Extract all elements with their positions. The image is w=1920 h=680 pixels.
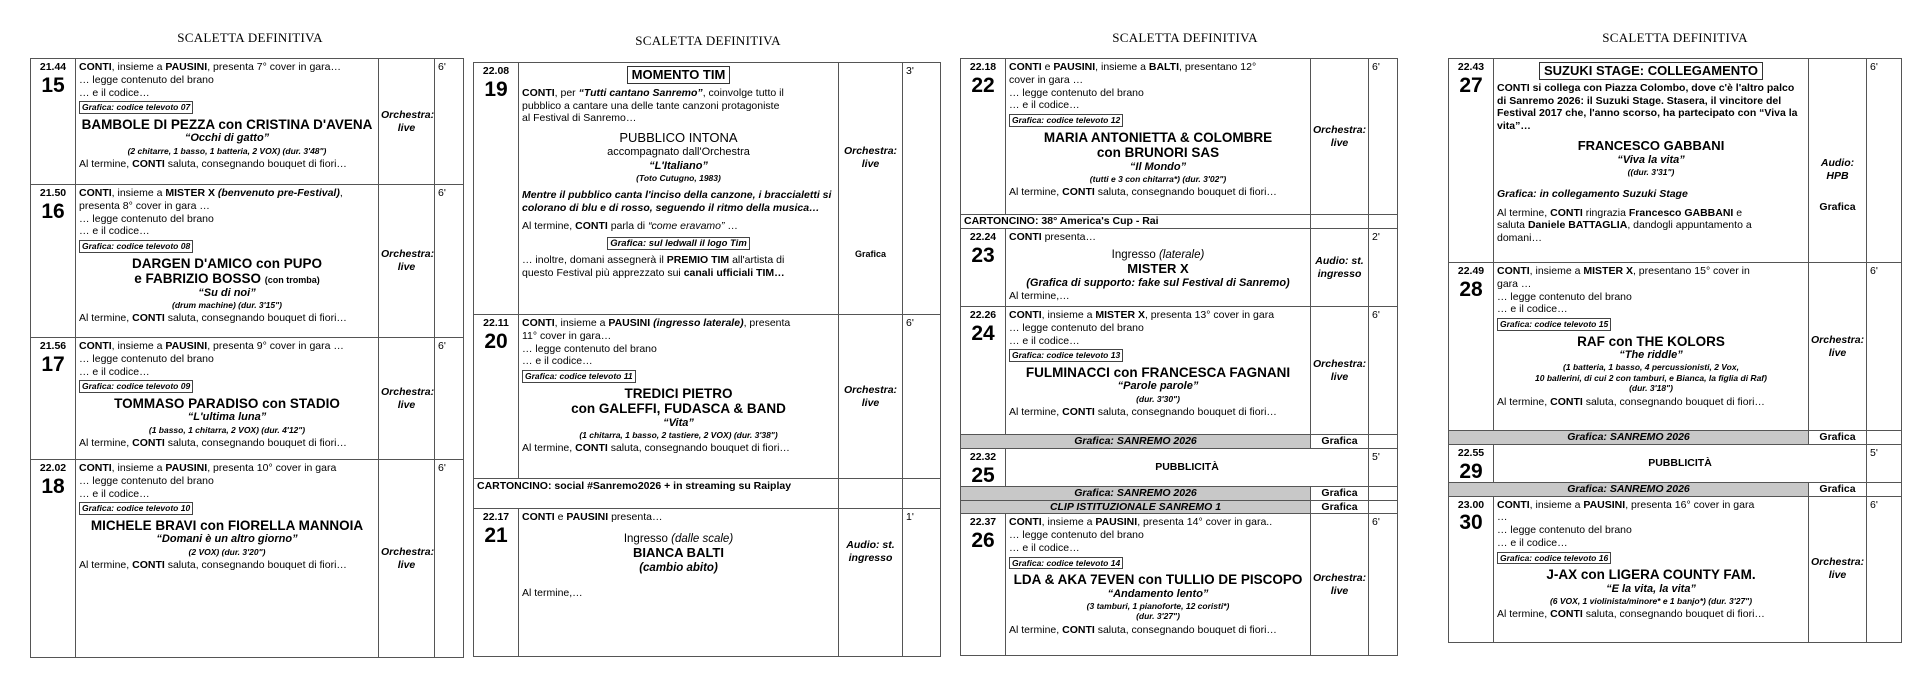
closing-text: Al termine, CONTI saluta, consegnando bouquet di fiori… [1009,406,1277,419]
cartoncino-row [961,215,1398,229]
song-details: (6 VOX, 1 violinista/minore* e 1 banjo*) (dur. 3'27") [1549,596,1753,607]
closing-text: Al termine, CONTI saluta, consegnando bouquet di fiori… [79,312,347,325]
song-details: ((dur. 3'31") [1627,167,1675,178]
entry-number: 22 [971,73,995,97]
orchestra-note: Orchestra: live [379,185,435,338]
entry-number: 19 [484,77,508,101]
song-details: (1 batteria, 1 basso, 4 percussionisti, 2 Vox, 10 ballerini, di cui 2 con tamburi, e Bianca, la figlia di Raf) (dur. 3'18") [1535,362,1767,394]
page-4 [1448,0,1908,680]
entry-number: 27 [1459,73,1483,97]
entry-number: 29 [1459,459,1483,483]
duration: 6' [1369,307,1398,435]
song-title: “Il Mondo” [1129,160,1187,173]
song-details: (1 basso, 1 chitarra, 2 VOX) (dur. 4'12") [148,424,306,435]
performer-name: RAF con THE KOLORS [1577,333,1725,349]
intro-text: CONTI presenta… [1009,231,1096,243]
performer-name: BIANCA BALTI [633,544,724,560]
song-title: “Parole parole” [1117,380,1199,393]
performer-name: J-AX con LIGERA COUNTY FAM. [1546,567,1756,583]
schedule-row [961,514,1398,656]
page-1 [30,0,470,680]
song-title: “L'Italiano” [649,159,708,172]
song-details: (Toto Cutugno, 1983) [636,173,721,183]
intro-text: CONTI, insieme a PAUSINI (ingresso laterale), presenta 11° cover in gara… … legge contenuto del brano … e il codice… [522,317,791,368]
intro-text: CONTI si collega con Piazza Colombo, dove c'è l'altro palco di Sanremo 2026: il Suzuki Stage. Stasera, il vincitore del Festival 2017 che, l'anno scorso, ha partecipato con “Viva la vita”… [1497,81,1798,133]
graphic-bar [961,435,1398,449]
televote-code-box: Grafica: codice televoto 14 [1009,557,1123,569]
cartoncino-text: CARTONCINO: 38° America's Cup - Rai [961,215,1311,229]
duration: 3' [903,63,941,315]
performer-name: PUBBLICO INTONA [619,130,738,146]
closing-text: Al termine, CONTI saluta, consegnando bouquet di fiori… [1497,395,1765,408]
entry-number: 24 [971,321,995,345]
time-slot: 22.24 [969,231,997,243]
performer-name: MISTER X [1127,260,1189,276]
time-slot: 22.49 [1457,265,1485,277]
performer-name: MICHELE BRAVI con FIORELLA MANNOIA [90,517,364,533]
performer-name: LDA & AKA 7EVEN con TULLIO DE PISCOPO [1013,572,1303,588]
time-slot: 21.50 [39,187,67,199]
entry-number: 30 [1459,511,1483,535]
schedule-row [961,307,1398,435]
instruction-text: Mentre il pubblico canta l'inciso della canzone, i braccialetti si colorano di blu e di rosso, seguendo il ritmo della musica… [522,189,832,215]
performer-sub: accompagnato dall'Orchestra [607,146,750,159]
duration: 6' [1369,59,1398,215]
closing-text: Al termine, CONTI saluta, consegnando bouquet di fiori… [1009,186,1277,199]
closing-text: Al termine, CONTI saluta, consegnando bouquet di fiori… [522,442,790,455]
time-slot: 22.11 [483,317,509,329]
schedule-row [961,229,1398,307]
schedule-row [474,509,941,657]
schedule-table [473,62,941,657]
closing-text: Al termine,… [522,586,583,599]
duration: 6' [435,460,464,658]
advertising-label: PUBBLICITÀ [1006,448,1369,486]
graphic-note: Grafica [1809,431,1867,445]
segment-header: MOMENTO TIM [627,66,731,84]
orchestra-note: Orchestra: live [1311,307,1369,435]
graphic-note: Grafica [1311,500,1369,514]
page-title: SCALETTA DEFINITIVA [635,33,781,48]
intro-text: CONTI, insieme a MISTER X, presenta 13° cover in gara … legge contenuto del brano … e il codice… [1009,309,1275,347]
schedule-row [1449,263,1902,431]
televote-code-box: Grafica: codice televoto 08 [79,240,193,252]
duration: 6' [1369,514,1398,656]
intro-text: CONTI, insieme a PAUSINI, presenta 10° cover in gara … legge contenuto del brano … e il codice… [79,462,337,500]
schedule-row [31,338,464,460]
intro-text: CONTI, insieme a PAUSINI, presenta 9° cover in gara … … legge contenuto del brano … e il codice… [79,340,344,378]
entry-number: 17 [41,352,65,376]
televote-code-box: Grafica: codice televoto 07 [79,101,193,113]
song-details: (2 VOX) (dur. 3'20") [188,546,266,557]
song-title: “Occhi di gatto” [184,132,270,145]
closing-text: Al termine, CONTI saluta, consegnando bouquet di fiori… [1497,608,1765,621]
graphic-bar-text: Grafica: SANREMO 2026 [961,435,1311,449]
prize-text: … inoltre, domani assegnerà il PREMIO TIM all'artista di questo Festival più apprezzato sui canali ufficiali TIM… [522,254,785,280]
performer-name: TREDICI PIETRO con GALEFFI, FUDASCA & BAND [571,385,786,417]
graphic-bar-text: Grafica: SANREMO 2026 [961,486,1311,500]
intro-text: CONTI, per “Tutti cantano Sanremo”, coinvolge tutto il pubblico a cantare una delle tante canzoni protagoniste al Festival di Sanremo… [522,86,784,125]
entry-number: 15 [41,73,65,97]
segment-header: SUZUKI STAGE: COLLEGAMENTO [1539,62,1763,80]
intro-text: CONTI, insieme a PAUSINI, presenta 14° cover in gara.. … legge contenuto del brano … e il codice… [1009,516,1273,554]
graphic-note: Grafica [1819,200,1856,213]
intro-text: CONTI, insieme a MISTER X (benvenuto pre-Festival), presenta 8° cover in gara … … legge contenuto del brano … e il codice… [79,187,343,238]
song-details: (tutti e 3 con chitarra*) (dur. 3'02") [1089,173,1227,184]
schedule-row [1449,59,1902,263]
televote-code-box: Grafica: codice televoto 15 [1497,318,1611,330]
time-slot: 22.43 [1457,61,1485,73]
closing-text: Al termine, CONTI saluta, consegnando bouquet di fiori… [79,437,347,450]
schedule-row [474,315,941,479]
performer-name: BAMBOLE DI PEZZA con CRISTINA D'AVENA [81,116,373,132]
song-details: (2 chitarre, 1 basso, 1 batteria, 2 VOX) (dur. 3'48") [127,145,327,156]
orchestra-note: Orchestra: live [1809,496,1867,642]
time-slot: 22.32 [969,450,997,463]
closing-text: Al termine,… [1009,290,1070,303]
closing-text: Al termine, CONTI saluta, consegnando bouquet di fiori… [79,158,347,171]
page-3 [960,0,1410,680]
graphic-note: Grafica [1311,486,1369,500]
graphic-bar [1449,431,1902,445]
schedule-table [960,58,1398,656]
intro-text: CONTI, insieme a PAUSINI, presenta 16° cover in gara … … legge contenuto del brano … e il codice… [1497,498,1755,549]
entry-label: Ingresso (dalle scale) [623,532,734,545]
duration: 2' [1369,229,1398,307]
duration: 6' [435,185,464,338]
song-title: “Viva la vita” [1617,153,1685,166]
orchestra-note: Orchestra: live [843,145,898,170]
orchestra-note: Orchestra: live [1311,59,1369,215]
song-details: (1 chitarra, 1 basso, 2 tastiere, 2 VOX) (dur. 3'38") [579,429,778,440]
song-title: “Andamento lento” [1107,587,1209,600]
orchestra-note: Orchestra: live [379,338,435,460]
page-2 [473,0,943,680]
graphic-note: Grafica [1311,435,1369,449]
schedule-table [30,58,464,658]
intro-text: CONTI, insieme a PAUSINI, presenta 7° cover in gara… … legge contenuto del brano … e il codice… [79,61,341,99]
orchestra-note: Orchestra: live [1311,514,1369,656]
song-title: “E la vita, la vita” [1606,582,1696,595]
duration: 5' [1369,448,1398,486]
televote-code-box: Grafica: codice televoto 10 [79,502,193,514]
schedule-row [31,460,464,658]
closing-text: Al termine, CONTI saluta, consegnando bouquet di fiori… [1009,623,1277,636]
time-slot: 23.00 [1457,498,1485,511]
time-slot: 21.44 [39,61,67,73]
televote-code-box: Grafica: codice televoto 16 [1497,552,1611,564]
song-title: “Vita” [663,416,694,429]
duration: 1' [903,509,941,657]
televote-code-box: Grafica: codice televoto 12 [1009,114,1123,126]
closing-text: Al termine, CONTI ringrazia Francesco GABBANI e saluta Daniele BATTAGLIA, dandogli appuntamento a domani… [1497,206,1752,245]
page-title: SCALETTA DEFINITIVA [1602,30,1748,45]
graphic-note: Grafica [1809,482,1867,496]
duration: 6' [1867,59,1902,263]
page-title: SCALETTA DEFINITIVA [177,30,323,45]
ad-row [1449,444,1902,482]
entry-number: 23 [971,243,995,267]
performer-name: MARIA ANTONIETTA & COLOMBRE con BRUNORI SAS [1043,129,1273,161]
performer-name: DARGEN D'AMICO con PUPO e FABRIZIO BOSSO (con tromba) [132,255,322,287]
performer-name: TOMMASO PARADISO con STADIO [114,395,340,411]
closing-text: Al termine, CONTI saluta, consegnando bouquet di fiori… [79,559,347,572]
time-slot: 22.17 [482,511,510,523]
song-details: (dur. 3'30") [1136,393,1180,404]
cartoncino-text: CARTONCINO: social #Sanremo2026 + in streaming su Raiplay [474,479,839,509]
graphic-bar [961,500,1398,514]
schedule-row [31,185,464,338]
clip-bar-text: CLIP ISTITUZIONALE SANREMO 1 [961,500,1311,514]
graphic-note-text: Grafica: in collegamento Suzuki Stage [1497,187,1688,200]
entry-number: 18 [41,474,65,498]
entry-number: 28 [1459,277,1483,301]
time-slot: 22.08 [482,65,510,77]
schedule-row [31,59,464,185]
song-title: “Su di noi” [198,286,256,299]
schedule-row [961,59,1398,215]
performer-sub: (Grafica di supporto: fake sul Festival di Sanremo) [1026,276,1290,289]
time-slot: 21.56 [39,340,67,352]
televote-code-box: Grafica: codice televoto 09 [79,380,193,392]
song-title: “L'ultima luna” [187,411,267,424]
cartoncino-row [474,479,941,509]
graphic-box: Grafica: sul ledwall il logo Tim [607,237,750,251]
entry-number: 20 [484,329,508,353]
time-slot: 22.26 [969,309,997,321]
song-title: “Domani è un altro giorno” [156,533,298,546]
song-details: (3 tamburi, 1 pianoforte, 12 coristi*) (dur. 3'27") [1086,601,1230,622]
performer-name: FRANCESCO GABBANI [1577,138,1725,154]
schedule-row [1449,496,1902,642]
audio-note: Audio: HPB [1820,157,1855,182]
duration: 5' [1867,444,1902,482]
orchestra-note: Orchestra: live [379,460,435,658]
time-slot: 22.02 [39,462,67,474]
ad-row [961,448,1398,486]
televote-code-box: Grafica: codice televoto 13 [1009,349,1123,361]
time-slot: 22.37 [969,516,997,529]
performer-name: FULMINACCI con FRANCESCA FAGNANI [1025,364,1291,380]
intro-text: CONTI e PAUSINI, insieme a BALTI, presentano 12° cover in gara … … legge contenuto del brano … e il codice… [1009,61,1257,112]
performer-sub: (cambio abito) [639,561,718,574]
advertising-label: PUBBLICITÀ [1494,444,1867,482]
entry-number: 16 [41,199,65,223]
duration: 6' [435,338,464,460]
duration: 6' [903,315,941,479]
duration: 6' [1867,496,1902,642]
song-title: “The riddle” [1619,349,1683,362]
graphic-note: Grafica [854,248,887,259]
graphic-bar-text: Grafica: SANREMO 2026 [1449,431,1809,445]
intro-text: CONTI, insieme a MISTER X, presentano 15° cover in gara … … legge contenuto del brano … e il codice… [1497,265,1750,316]
duration: 6' [435,59,464,185]
audio-note: Audio: st. ingresso [1311,229,1369,307]
closing-text: Al termine, CONTI parla di “come eravamo” … [522,219,738,232]
time-slot: 22.18 [969,61,997,73]
graphic-bar [961,486,1398,500]
schedule-table [1448,58,1902,643]
entry-number: 26 [971,529,995,553]
page-title: SCALETTA DEFINITIVA [1112,30,1258,45]
graphic-bar [1449,482,1902,496]
orchestra-note: Orchestra: live [1809,263,1867,431]
entry-number: 25 [971,463,995,487]
schedule-row [474,63,941,315]
song-details: (drum machine) (dur. 3'15") [172,299,282,310]
orchestra-note: Orchestra: live [379,59,435,185]
entry-number: 21 [484,523,508,547]
audio-note: Audio: st. ingresso [839,509,903,657]
graphic-bar-text: Grafica: SANREMO 2026 [1449,482,1809,496]
time-slot: 22.55 [1457,446,1485,459]
intro-text: CONTI e PAUSINI presenta… [522,511,663,523]
entry-label: Ingresso (laterale) [1111,248,1205,261]
televote-code-box: Grafica: codice televoto 11 [522,370,636,382]
duration: 6' [1867,263,1902,431]
orchestra-note: Orchestra: live [839,315,903,479]
